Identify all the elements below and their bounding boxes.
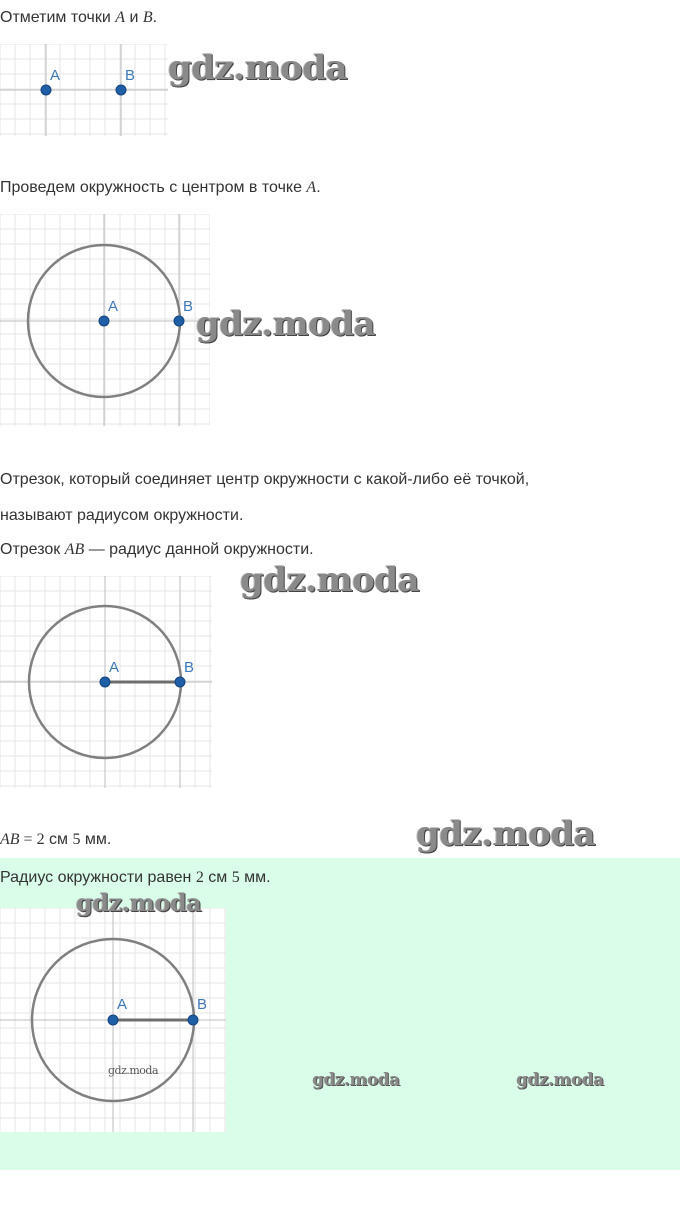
label-b: B: [184, 659, 195, 676]
label-a: A: [108, 298, 119, 315]
watermark-4: gdz.moda: [416, 814, 596, 854]
step-2-post: .: [316, 179, 321, 196]
watermark-8: gdz.moda: [516, 1070, 604, 1090]
measurement: [0, 830, 111, 850]
figure-answer: [0, 908, 226, 1132]
answer-mm-unit: мм.: [239, 869, 271, 886]
watermark-5: gdz.moda: [76, 888, 202, 917]
step-2-var-a: A: [306, 179, 317, 196]
label-a: A: [50, 67, 61, 84]
radius-statement: [0, 540, 314, 560]
figure-radius: [0, 576, 212, 788]
point-a: [100, 677, 110, 687]
answer-cm: 2: [195, 869, 204, 886]
answer-text: [0, 868, 271, 888]
step-1-text: [0, 8, 157, 28]
label-b: B: [125, 67, 136, 84]
watermark-6: gdz.moda: [108, 1064, 159, 1077]
figure-circle: [0, 214, 210, 426]
watermark-7: gdz.moda: [312, 1070, 400, 1090]
step-1-post: .: [152, 9, 158, 26]
measurement-cm-unit: см: [44, 831, 73, 848]
watermark-1: gdz.moda: [168, 48, 348, 88]
step-1-var-a: A: [115, 9, 126, 26]
point-b: [188, 1015, 198, 1025]
point-a: [108, 1015, 118, 1025]
watermark-2: gdz.moda: [196, 304, 376, 344]
radius-statement-pre: Отрезок: [0, 541, 65, 558]
radius-statement-post: — радиус данной окружности.: [84, 541, 314, 558]
label-a: A: [109, 659, 120, 676]
point-a: [99, 316, 109, 326]
label-b: B: [197, 996, 208, 1013]
label-b: B: [183, 298, 194, 315]
answer-cm-unit: см: [203, 869, 232, 886]
answer-pre: Радиус окружности равен: [0, 869, 196, 886]
watermark-3: gdz.moda: [240, 560, 420, 600]
point-b: [116, 85, 126, 95]
step-2-pre: Проведем окружность с центром в точке: [0, 179, 307, 196]
step-1-mid: и: [125, 9, 143, 26]
measurement-seg: AB: [0, 831, 20, 848]
radius-statement-seg: AB: [64, 541, 85, 558]
step-2-text: [0, 178, 321, 198]
definition-line-2: называют радиусом окружности.: [0, 507, 244, 524]
measurement-mm: 5: [72, 831, 81, 848]
step-1-var-b: B: [142, 9, 153, 26]
definition-line-1: Отрезок, который соединяет центр окружности с какой-либо её точкой,: [0, 471, 530, 488]
measurement-eq: =: [19, 831, 37, 848]
step-1-pre: Отметим точки: [0, 9, 116, 26]
measurement-mm-unit: мм.: [80, 831, 112, 848]
figure-points: [0, 44, 168, 136]
answer-mm: 5: [231, 869, 240, 886]
label-a: A: [117, 996, 128, 1013]
point-b: [175, 677, 185, 687]
point-a: [41, 85, 51, 95]
measurement-cm: 2: [36, 831, 45, 848]
point-b: [174, 316, 184, 326]
